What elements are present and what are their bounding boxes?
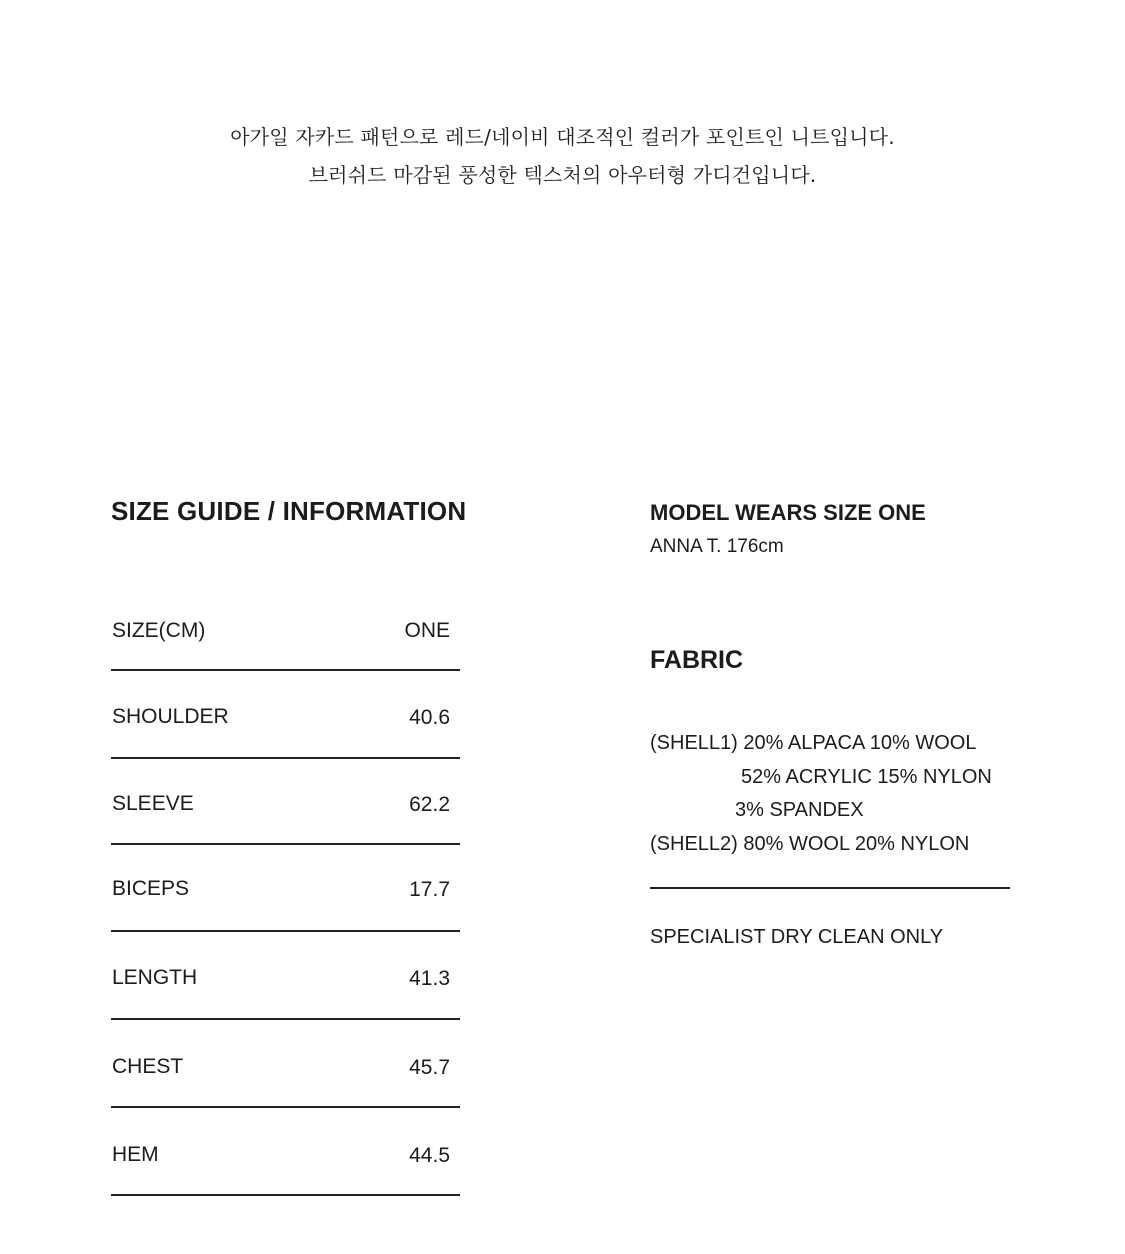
product-description — [0, 118, 1125, 194]
size-row-shoulder — [111, 671, 460, 759]
size-row-chest — [111, 1020, 460, 1108]
size-row-hem — [111, 1108, 460, 1196]
size-row-label: LENGTH — [112, 966, 198, 989]
description-line-2: 브러쉬드 마감된 풍성한 텍스처의 아우터형 가디건입니다. — [308, 163, 817, 187]
size-row-length — [111, 932, 460, 1020]
fabric-title: FABRIC — [650, 646, 744, 674]
size-row-biceps — [111, 845, 460, 932]
description-line-1: 아가일 자카드 패턴으로 레드/네이비 대조적인 컬러가 포인트인 니트입니다. — [230, 125, 895, 149]
size-row-label: CHEST — [112, 1055, 184, 1078]
size-row-label: SHOULDER — [112, 705, 229, 728]
size-row-value: 40.6 — [409, 706, 450, 729]
size-row-value: 17.7 — [409, 878, 450, 901]
care-instructions: SPECIALIST DRY CLEAN ONLY — [650, 926, 944, 948]
model-title: MODEL WEARS SIZE ONE — [650, 500, 926, 525]
fabric-line: (SHELL1) 20% ALPACA 10% WOOL — [650, 732, 977, 754]
size-row-label: SLEEVE — [112, 792, 194, 815]
size-row-value: 62.2 — [409, 793, 450, 816]
fabric-line: 3% SPANDEX — [735, 799, 864, 821]
size-header-label: SIZE(CM) — [112, 619, 206, 642]
size-header-value: ONE — [404, 619, 450, 642]
model-name: ANNA T. 176cm — [650, 536, 784, 557]
fabric-line: (SHELL2) 80% WOOL 20% NYLON — [650, 832, 970, 855]
size-row-sleeve — [111, 759, 460, 845]
size-row-value: 44.5 — [409, 1144, 450, 1167]
size-table — [111, 618, 460, 1196]
fabric-line: 52% ACRYLIC 15% NYLON — [741, 765, 992, 788]
size-row-label: BICEPS — [112, 877, 190, 900]
size-row-value: 41.3 — [409, 967, 450, 990]
size-row-label: HEM — [112, 1143, 159, 1166]
size-guide-title: SIZE GUIDE / INFORMATION — [111, 496, 467, 526]
size-row-value: 45.7 — [409, 1056, 450, 1079]
size-table-header — [111, 618, 460, 671]
fabric-composition — [650, 727, 992, 861]
fabric-divider — [650, 887, 1010, 889]
